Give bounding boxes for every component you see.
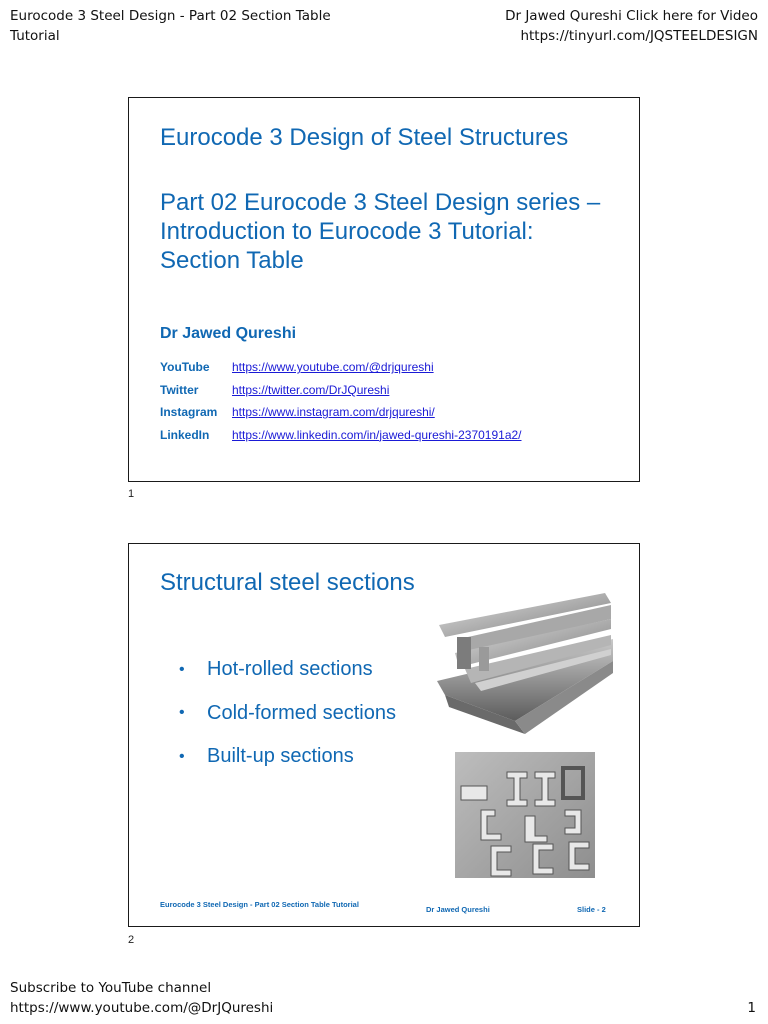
slide-2-title: Structural steel sections bbox=[160, 569, 415, 596]
slide-footer-number: Slide - 2 bbox=[577, 905, 606, 914]
social-links bbox=[160, 356, 522, 446]
social-label: YouTube bbox=[160, 360, 210, 375]
social-url[interactable]: https://www.youtube.com/@drjqureshi bbox=[232, 360, 434, 375]
bullet-text: Cold-formed sections bbox=[207, 701, 396, 724]
social-url[interactable]: https://twitter.com/DrJQureshi bbox=[232, 382, 390, 397]
youtube-channel-link[interactable]: https://www.youtube.com/@DrJQureshi bbox=[10, 1000, 274, 1016]
slide-1-author: Dr Jawed Qureshi bbox=[160, 325, 297, 342]
bullet-text: Built-up sections bbox=[207, 745, 354, 768]
social-link-twitter bbox=[160, 379, 522, 402]
slide-footer-author: Dr Jawed Qureshi bbox=[426, 905, 490, 914]
slide-1-subtitle: Part 02 Eurocode 3 Steel Design series – Introduction to Eurocode 3 Tutorial: Section Table bbox=[160, 189, 601, 274]
page-header-left bbox=[10, 6, 331, 46]
bullet-list bbox=[179, 648, 396, 779]
social-url[interactable]: https://www.linkedin.com/in/jawed-qureshi-2370191a2/ bbox=[232, 427, 522, 442]
social-link-instagram bbox=[160, 401, 522, 424]
social-url[interactable]: https://www.instagram.com/drjqureshi/ bbox=[232, 405, 435, 420]
bullet-item bbox=[179, 735, 396, 779]
page-number: 1 bbox=[747, 1000, 756, 1016]
social-label: Twitter bbox=[160, 382, 199, 397]
header-video-link[interactable]: https://tinyurl.com/JQSTEELDESIGN bbox=[520, 28, 758, 44]
bullet-text: Hot-rolled sections bbox=[207, 658, 373, 681]
bullet-dot-icon: • bbox=[179, 660, 185, 678]
section-shapes-icon bbox=[455, 752, 595, 878]
bullet-item bbox=[179, 692, 396, 736]
social-label: Instagram bbox=[160, 405, 218, 420]
header-title-line2: Tutorial bbox=[10, 28, 60, 44]
slide-1-number: 1 bbox=[128, 488, 135, 500]
cold-formed-sections-image bbox=[455, 752, 595, 878]
header-video-text[interactable]: Dr Jawed Qureshi Click here for Video bbox=[505, 8, 758, 24]
page-footer-left[interactable] bbox=[10, 978, 273, 1018]
slide-footer-title: Eurocode 3 Steel Design - Part 02 Section Table Tutorial bbox=[160, 900, 359, 909]
header-title-line1: Eurocode 3 Steel Design - Part 02 Section Table bbox=[10, 8, 331, 24]
social-link-youtube bbox=[160, 356, 522, 379]
subscribe-text: Subscribe to YouTube channel bbox=[10, 980, 212, 996]
slide-1 bbox=[128, 97, 640, 482]
steel-beams-image bbox=[435, 589, 615, 739]
bullet-dot-icon: • bbox=[179, 747, 185, 765]
page-header-right[interactable] bbox=[505, 6, 758, 46]
bullet-item bbox=[179, 648, 396, 692]
slide-1-title: Eurocode 3 Design of Steel Structures bbox=[160, 124, 569, 151]
social-link-linkedin bbox=[160, 424, 522, 447]
bullet-dot-icon: • bbox=[179, 704, 185, 722]
social-label: LinkedIn bbox=[160, 427, 210, 442]
slide-2-number: 2 bbox=[128, 934, 135, 946]
slide-2 bbox=[128, 543, 640, 927]
